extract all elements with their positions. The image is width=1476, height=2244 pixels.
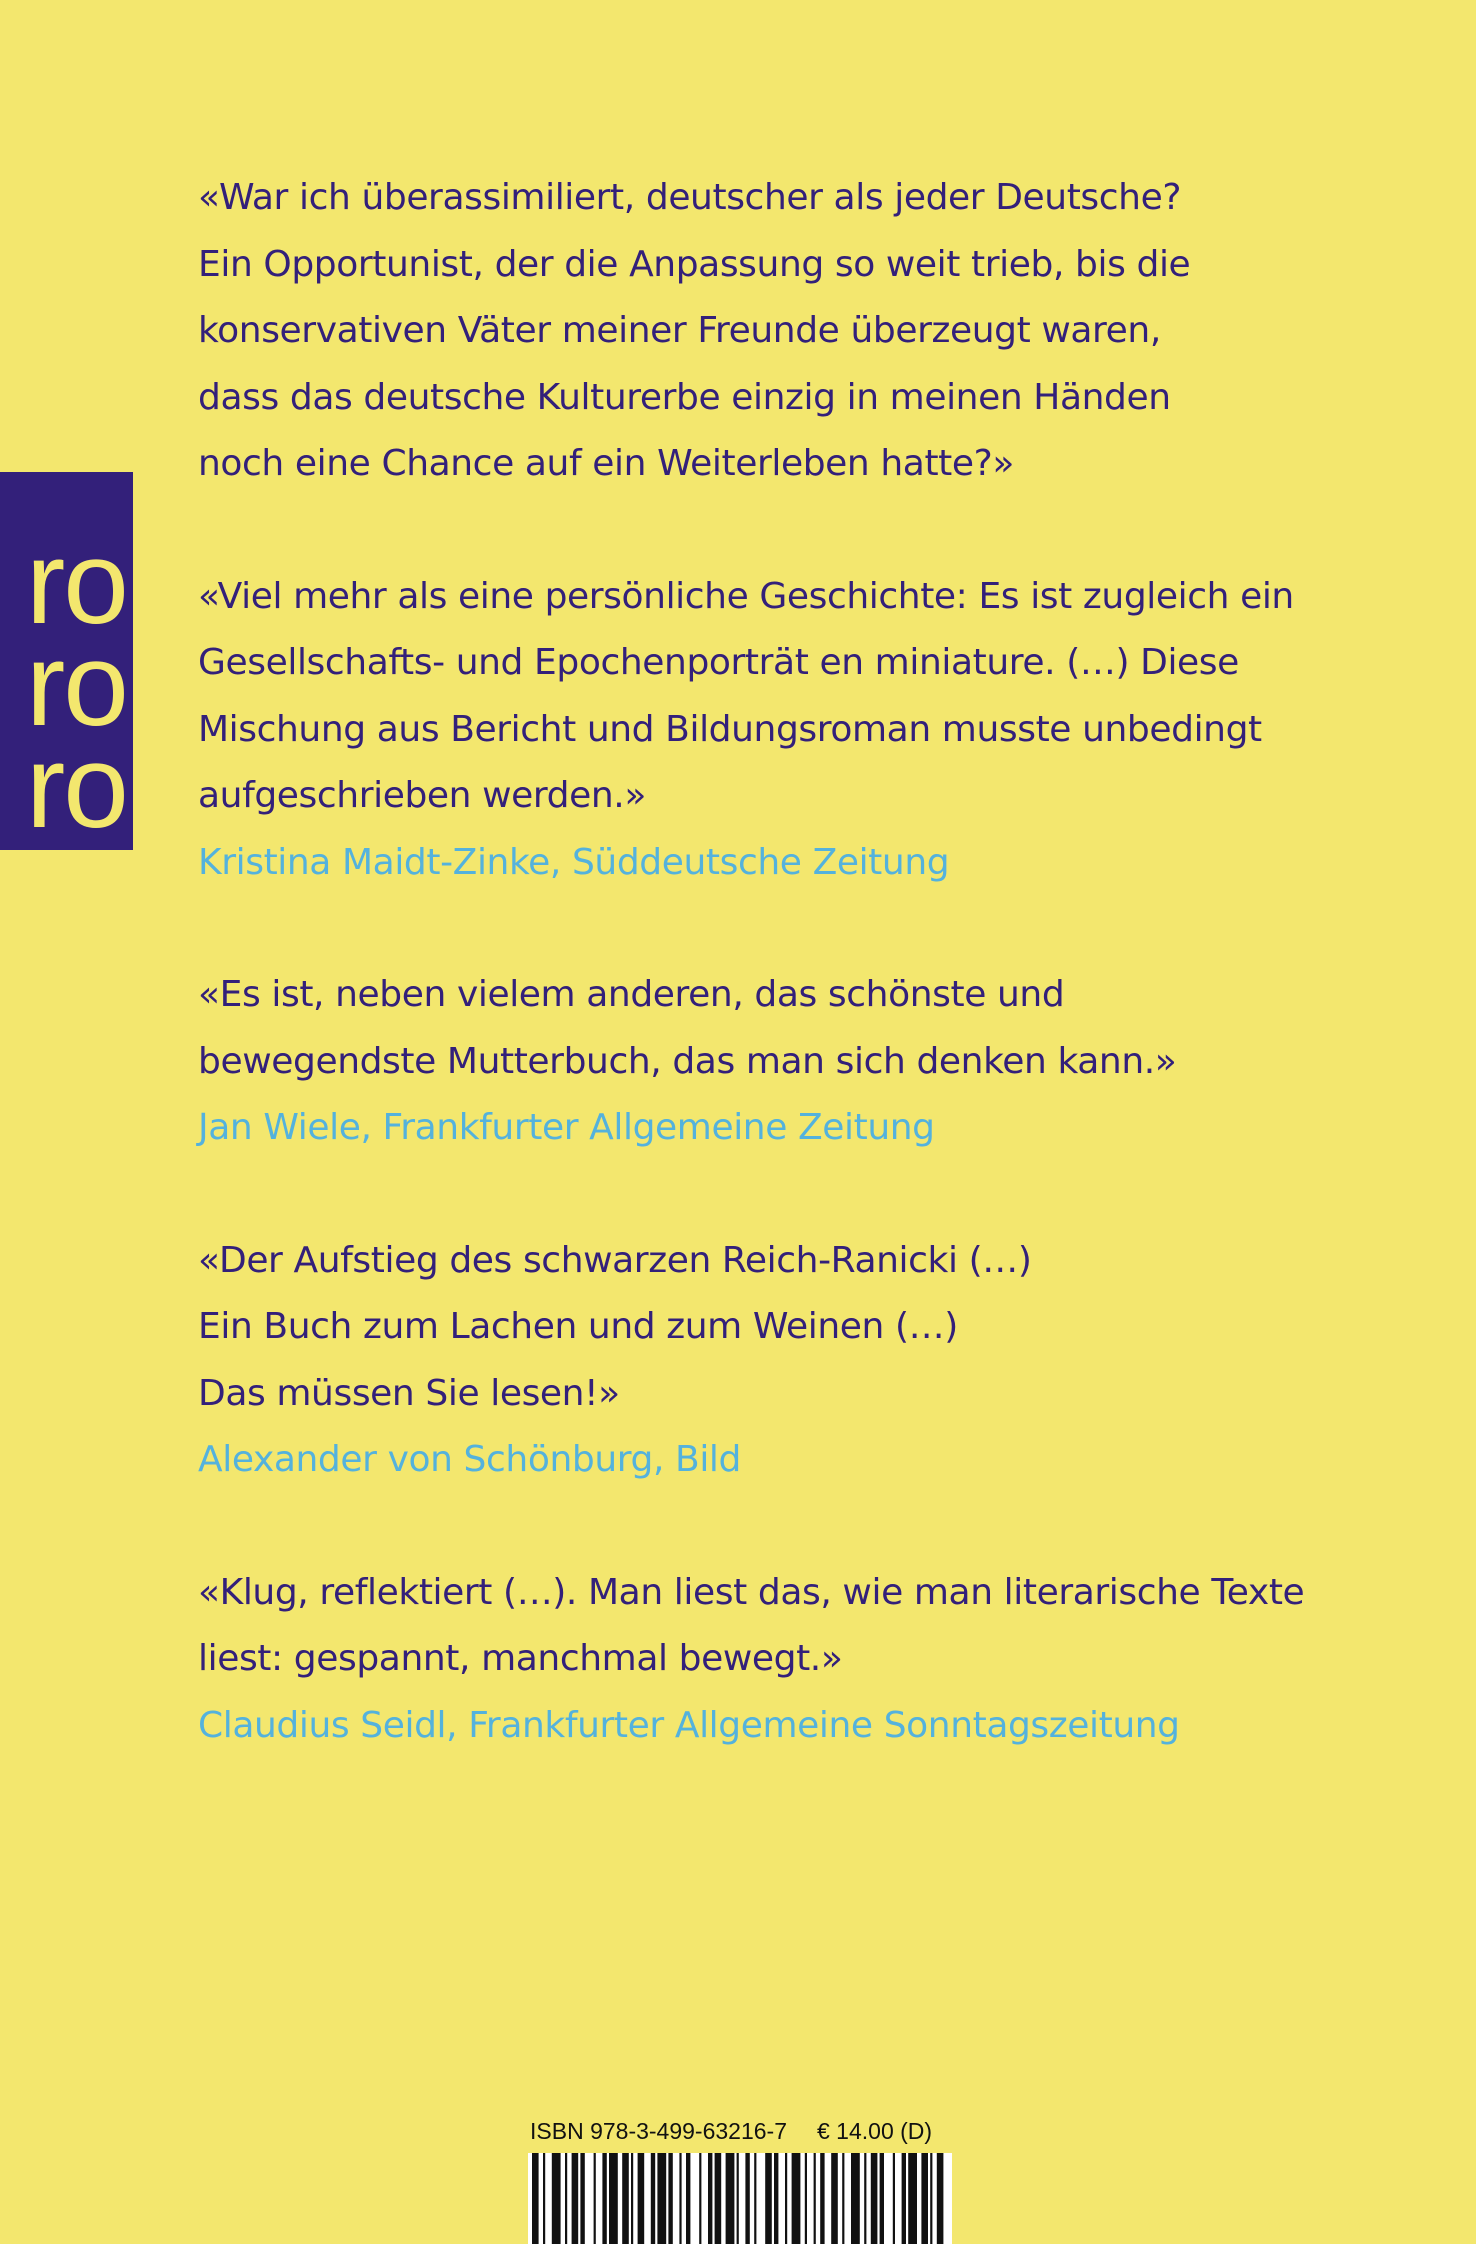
barcode-bar <box>805 2153 807 2244</box>
barcode-bar <box>565 2153 567 2244</box>
barcode-bar <box>602 2153 606 2244</box>
barcode-bar <box>754 2153 756 2244</box>
barcode-bar <box>792 2153 801 2244</box>
barcode-bar <box>902 2153 906 2244</box>
quote-source: Kristina Maidt-Zinke, Süddeutsche Zeitung <box>198 841 950 883</box>
barcode-bar <box>864 2153 866 2244</box>
barcode-bar <box>726 2153 735 2244</box>
quote-line: bewegendste Mutterbuch, das man sich denken kann.» <box>198 1040 1177 1082</box>
barcode-bar <box>552 2153 561 2244</box>
quote-line: Ein Opportunist, der die Anpassung so weit trieb, bis die <box>198 243 1191 285</box>
publisher-logo <box>0 472 133 850</box>
barcode-bar <box>543 2153 545 2244</box>
quotes-container <box>198 165 1338 1825</box>
barcode-bar <box>580 2153 584 2244</box>
barcode-bar <box>609 2153 618 2244</box>
barcode-bar <box>831 2153 838 2244</box>
quote-block <box>198 165 1338 498</box>
barcode-bar <box>921 2153 928 2244</box>
quote-line: Mischung aus Bericht und Bildungsroman musste unbedingt <box>198 708 1262 750</box>
barcode-bar <box>699 2153 701 2244</box>
barcode-bar <box>930 2153 932 2244</box>
quote-source: Alexander von Schönburg, Bild <box>198 1439 741 1480</box>
barcode-bar <box>785 2153 787 2244</box>
barcode-bar <box>820 2153 824 2244</box>
barcode-bar <box>686 2153 690 2244</box>
quote-block <box>198 1560 1338 1760</box>
barcode-bar <box>631 2153 633 2244</box>
quote-line: liest: gespannt, manchmal bewegt.» <box>198 1638 843 1679</box>
publisher-logo-text: ro ro ro <box>26 517 127 850</box>
quote-line: «Viel mehr als eine persönliche Geschichte: Es ist zugleich ein <box>198 575 1294 617</box>
quote-line: «Klug, reflektiert (…). Man liest das, wie man literarische Texte <box>198 1571 1305 1613</box>
barcode-bar <box>572 2153 579 2244</box>
barcode-bar <box>594 2153 596 2244</box>
barcode-bar <box>871 2153 878 2244</box>
isbn-text: ISBN 978-3-499-63216-7 <box>530 2118 787 2144</box>
price-text: € 14.00 (D) <box>817 2118 933 2144</box>
quote-block <box>198 564 1338 897</box>
barcode-bar <box>679 2153 681 2244</box>
barcode-bar <box>651 2153 655 2244</box>
barcode-bar <box>908 2153 917 2244</box>
barcode-bar <box>532 2153 539 2244</box>
quote-line: Das müssen Sie lesen!» <box>198 1372 620 1414</box>
quote-line: «Der Aufstieg des schwarzen Reich-Ranicki (…) <box>198 1239 1032 1281</box>
barcode-bar <box>657 2153 666 2244</box>
barcode-bar <box>880 2153 884 2244</box>
barcode-bar <box>851 2153 860 2244</box>
isbn-price-line <box>530 2118 932 2145</box>
barcode-bar <box>745 2153 749 2244</box>
barcode <box>528 2153 952 2244</box>
quote-line: «War ich überassimiliert, deutscher als jeder Deutsche? <box>198 177 1182 218</box>
quote-line: dass das deutsche Kulturerbe einzig in meinen Händen <box>198 376 1171 418</box>
quote-line: «Es ist, neben vielem anderen, das schönste und <box>198 974 1065 1015</box>
barcode-bar <box>622 2153 629 2244</box>
barcode-bar <box>814 2153 816 2244</box>
barcode-bar <box>937 2153 944 2244</box>
barcode-bar <box>842 2153 844 2244</box>
barcode-bar <box>668 2153 672 2244</box>
quote-line: aufgeschrieben werden.» <box>198 775 646 816</box>
barcode-bar <box>774 2153 778 2244</box>
barcode-bar <box>708 2153 712 2244</box>
quote-source: Claudius Seidl, Frankfurter Allgemeine Sonntagszeitung <box>198 1704 1180 1746</box>
barcode-bar <box>893 2153 895 2244</box>
quote-line: Gesellschafts- und Epochenporträt en miniature. (…) Diese <box>198 642 1239 683</box>
quote-line: Ein Buch zum Lachen und zum Weinen (…) <box>198 1306 958 1347</box>
barcode-bar <box>715 2153 722 2244</box>
quote-block <box>198 962 1338 1162</box>
quote-block <box>198 1228 1338 1494</box>
quote-line: konservativen Väter meiner Freunde überzeugt waren, <box>198 310 1161 351</box>
quote-source: Jan Wiele, Frankfurter Allgemeine Zeitung <box>198 1107 935 1148</box>
barcode-bar <box>737 2153 739 2244</box>
barcode-bar <box>638 2153 645 2244</box>
barcode-bar <box>765 2153 772 2244</box>
quote-line: noch eine Chance auf ein Weiterleben hatte?» <box>198 443 1014 484</box>
